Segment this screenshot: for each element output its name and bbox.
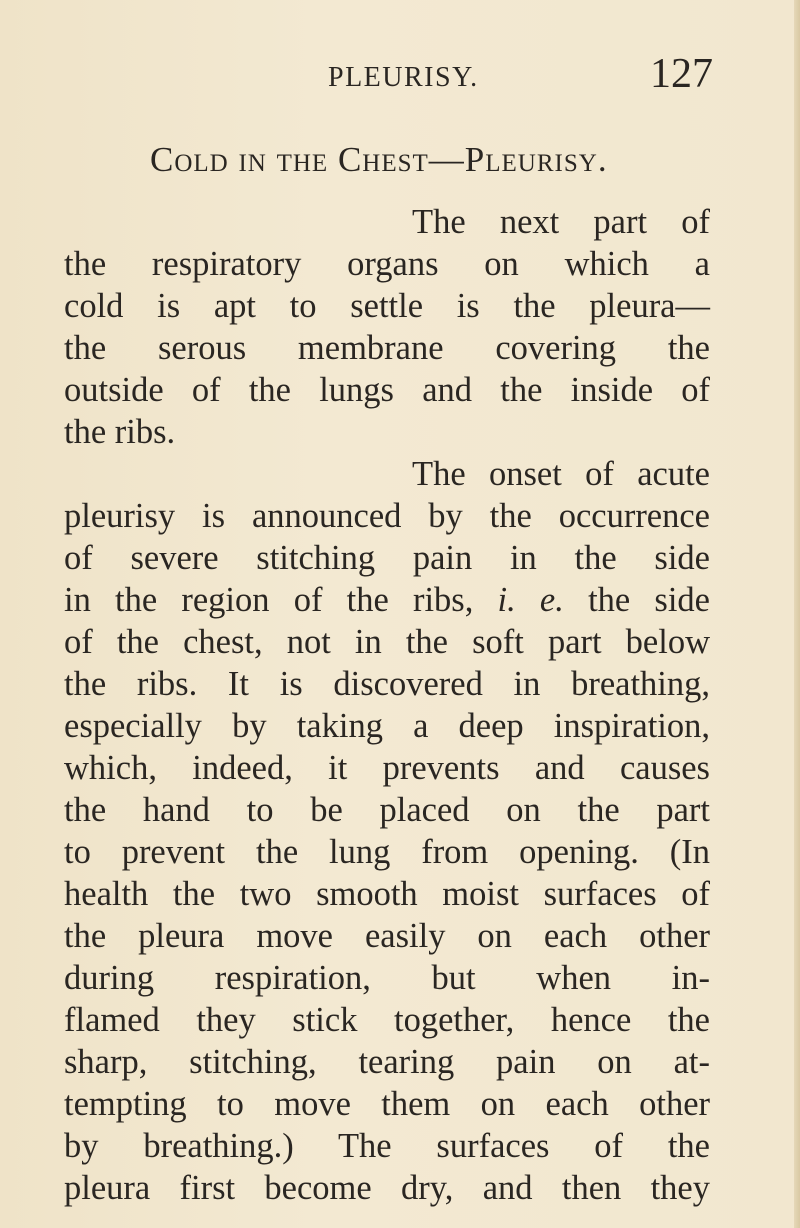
text-line: the ribs. [64,413,176,451]
running-head [0,51,800,106]
page-edge [794,0,800,1228]
text-line: sharp, stitching, tearing pain on at- [64,1043,710,1081]
text-line: The onset of acute [412,455,710,493]
section-heading: Cold in the Chest—Pleurisy. [150,140,608,179]
text-line: the pleura move easily on each other [64,917,710,955]
text-line: the respiratory organs on which a [64,245,710,283]
text-line: pleura first become dry, and then they [64,1169,710,1207]
text-line: of the chest, not in the soft part below [64,623,710,661]
text-line: cold is apt to settle is the pleura— [64,287,710,325]
page-number: 127 [650,51,713,97]
text-line: flamed they stick together, hence the [64,1001,710,1039]
running-head-title: PLEURISY. [328,62,479,93]
text-line: especially by taking a deep inspiration, [64,707,710,745]
text-line: by breathing.) The surfaces of the [64,1127,710,1165]
text-line: The next part of [412,203,710,241]
text-line: the hand to be placed on the part [64,791,710,829]
text-line: during respiration, but when in- [64,959,710,997]
text-line: outside of the lungs and the inside of [64,371,710,409]
text-line: health the two smooth moist surfaces of [64,875,710,913]
text-line: tempting to move them on each other [64,1085,710,1123]
text-line: the ribs. It is discovered in breathing, [64,665,710,703]
text-line: pleurisy is announced by the occurrence [64,497,710,535]
text-line: to prevent the lung from opening. (In [64,833,710,871]
text-line: of severe stitching pain in the side [64,539,710,577]
text-line: which, indeed, it prevents and causes [64,749,710,787]
text-line: in the region of the ribs, i. e. the side [64,581,710,619]
text-line: the serous membrane covering the [64,329,710,367]
